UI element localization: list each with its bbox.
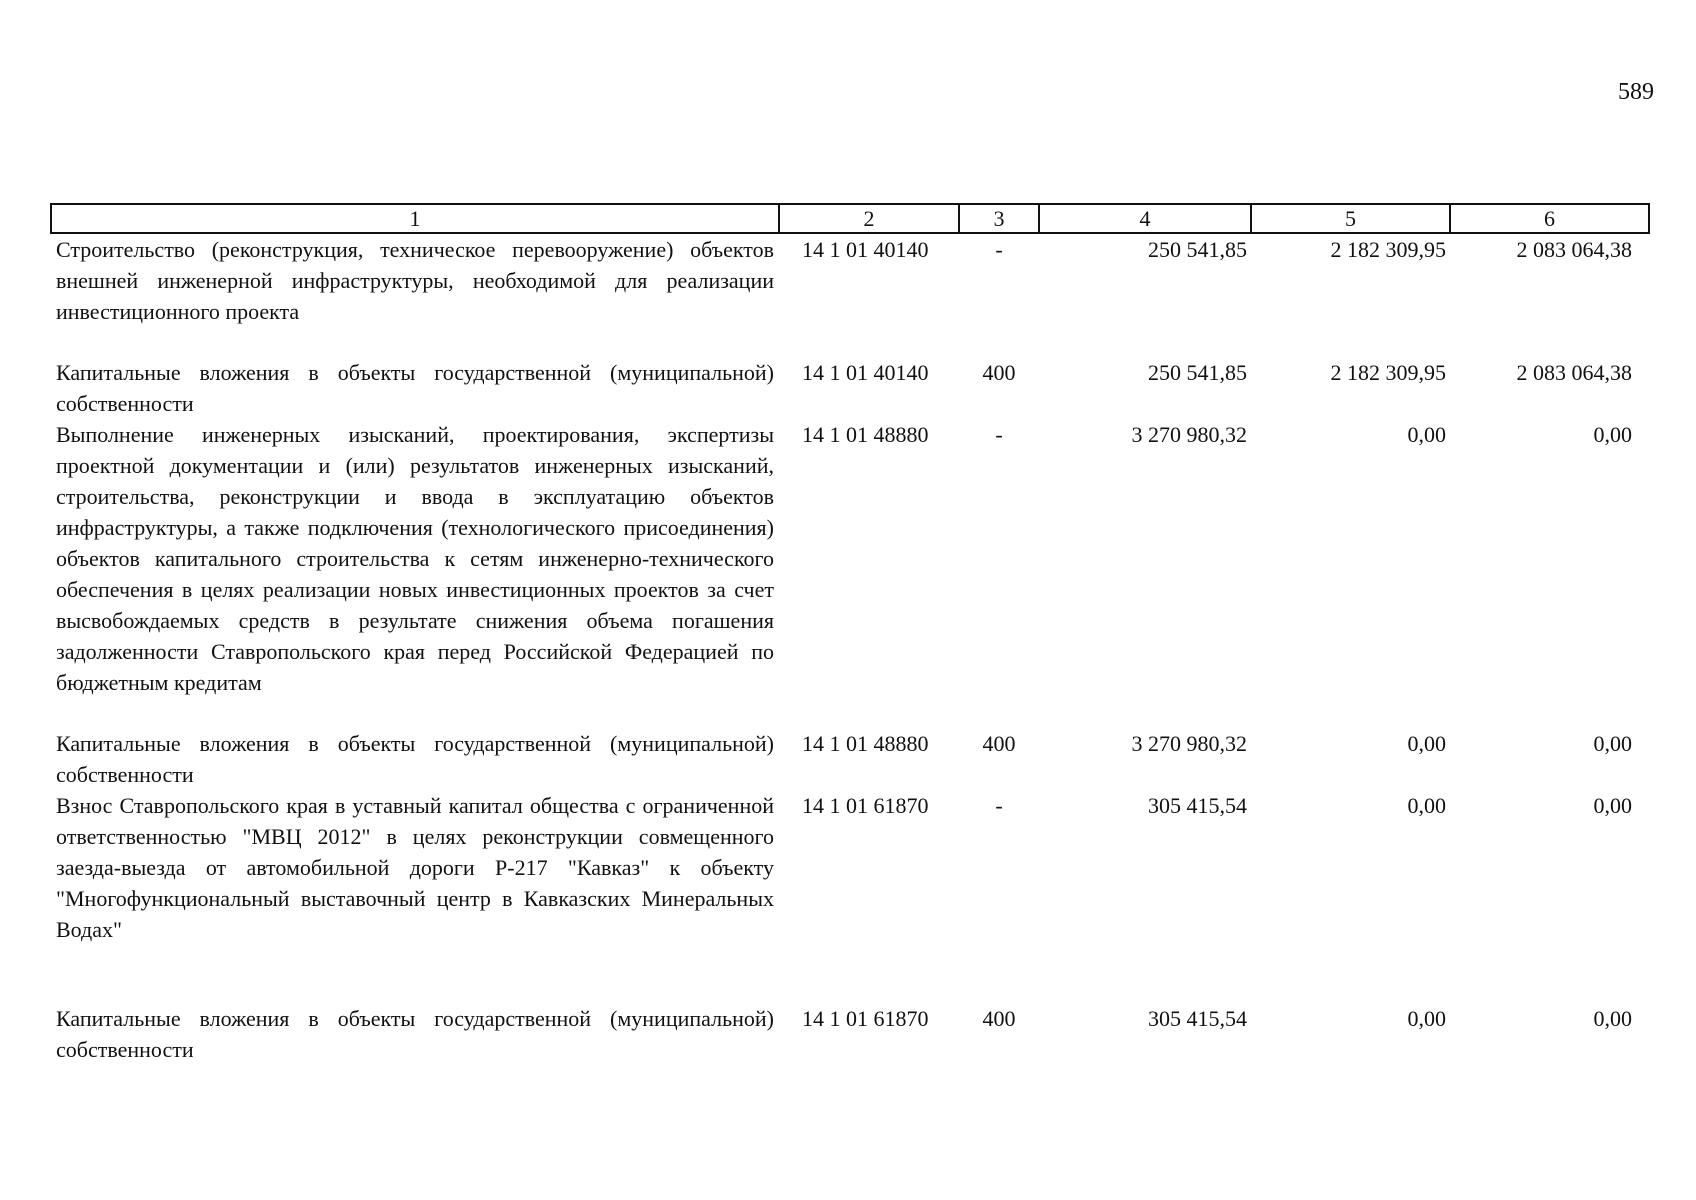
row-amount-4: 305 415,54 xyxy=(1148,1006,1247,1031)
row-amount-4: 250 541,85 xyxy=(1148,360,1247,385)
row-description: Капитальные вложения в объекты государственной (муниципальной) собственности xyxy=(56,731,774,787)
row-code: 14 1 01 40140 xyxy=(802,237,929,262)
row-amount-5: 2 182 309,95 xyxy=(1330,360,1446,385)
table-row xyxy=(51,357,1649,419)
row-expense-type: 400 xyxy=(982,1006,1016,1031)
table-row xyxy=(51,233,1649,357)
row-amount-5: 2 182 309,95 xyxy=(1330,237,1446,262)
row-amount-6: 2 083 064,38 xyxy=(1516,237,1632,262)
row-expense-type: - xyxy=(995,422,1003,447)
row-description: Строительство (реконструкция, техническое перевооружение) объектов внешней инженерной инфраструктуры, необходимой для реализации инвестиционного проекта xyxy=(56,237,774,324)
column-header-2: 2 xyxy=(779,204,959,233)
table-row xyxy=(51,728,1649,790)
row-description: Взнос Ставропольского края в уставный капитал общества с ограниченной ответственностью "МВЦ 2012" в целях реконструкции совмещенного заезда-выезда от автомобильной дороги Р-217 "Кавказ" к объекту "Многофункциональный выставочный центр в Кавказских Минеральных Водах" xyxy=(56,793,774,942)
row-description: Капитальные вложения в объекты государственной (муниципальной) собственности xyxy=(56,360,774,416)
row-amount-6: 2 083 064,38 xyxy=(1516,360,1632,385)
row-expense-type: 400 xyxy=(982,731,1016,756)
row-expense-type: 400 xyxy=(982,360,1016,385)
row-expense-type: - xyxy=(995,237,1003,262)
table-header-row xyxy=(51,204,1649,233)
row-amount-6: 0,00 xyxy=(1593,1006,1632,1031)
page-number: 589 xyxy=(1618,79,1654,105)
row-code: 14 1 01 40140 xyxy=(802,360,929,385)
column-header-3: 3 xyxy=(959,204,1039,233)
table-row xyxy=(51,419,1649,728)
row-amount-6: 0,00 xyxy=(1593,793,1632,818)
budget-table xyxy=(50,203,1650,1065)
row-code: 14 1 01 61870 xyxy=(802,1006,929,1031)
table-row xyxy=(51,790,1649,1003)
row-amount-5: 0,00 xyxy=(1407,731,1446,756)
row-description: Капитальные вложения в объекты государственной (муниципальной) собственности xyxy=(56,1006,774,1062)
row-code: 14 1 01 61870 xyxy=(802,793,929,818)
column-header-6: 6 xyxy=(1450,204,1649,233)
row-amount-5: 0,00 xyxy=(1407,1006,1446,1031)
column-header-1: 1 xyxy=(51,204,779,233)
row-code: 14 1 01 48880 xyxy=(802,731,929,756)
table-row xyxy=(51,1003,1649,1065)
row-amount-6: 0,00 xyxy=(1593,422,1632,447)
row-amount-6: 0,00 xyxy=(1593,731,1632,756)
column-header-5: 5 xyxy=(1251,204,1450,233)
row-amount-4: 305 415,54 xyxy=(1148,793,1247,818)
row-description: Выполнение инженерных изысканий, проектирования, экспертизы проектной документации и (или) результатов инженерных изысканий, строительства, реконструкции и ввода в эксплуатацию объектов инфраструктуры, а также подключения (технологического присоединения) объектов капитального строительства к сетям инженерно-технического обеспечения в целях реализации новых инвестиционных проектов за счет высвобождаемых средств в результате снижения объема погашения задолженности Ставропольского края перед Российской Федерацией по бюджетным кредитам xyxy=(56,422,774,695)
row-amount-4: 3 270 980,32 xyxy=(1131,422,1247,447)
row-expense-type: - xyxy=(995,793,1003,818)
row-amount-4: 3 270 980,32 xyxy=(1131,731,1247,756)
row-amount-5: 0,00 xyxy=(1407,793,1446,818)
row-code: 14 1 01 48880 xyxy=(802,422,929,447)
row-amount-5: 0,00 xyxy=(1407,422,1446,447)
column-header-4: 4 xyxy=(1039,204,1251,233)
row-amount-4: 250 541,85 xyxy=(1148,237,1247,262)
